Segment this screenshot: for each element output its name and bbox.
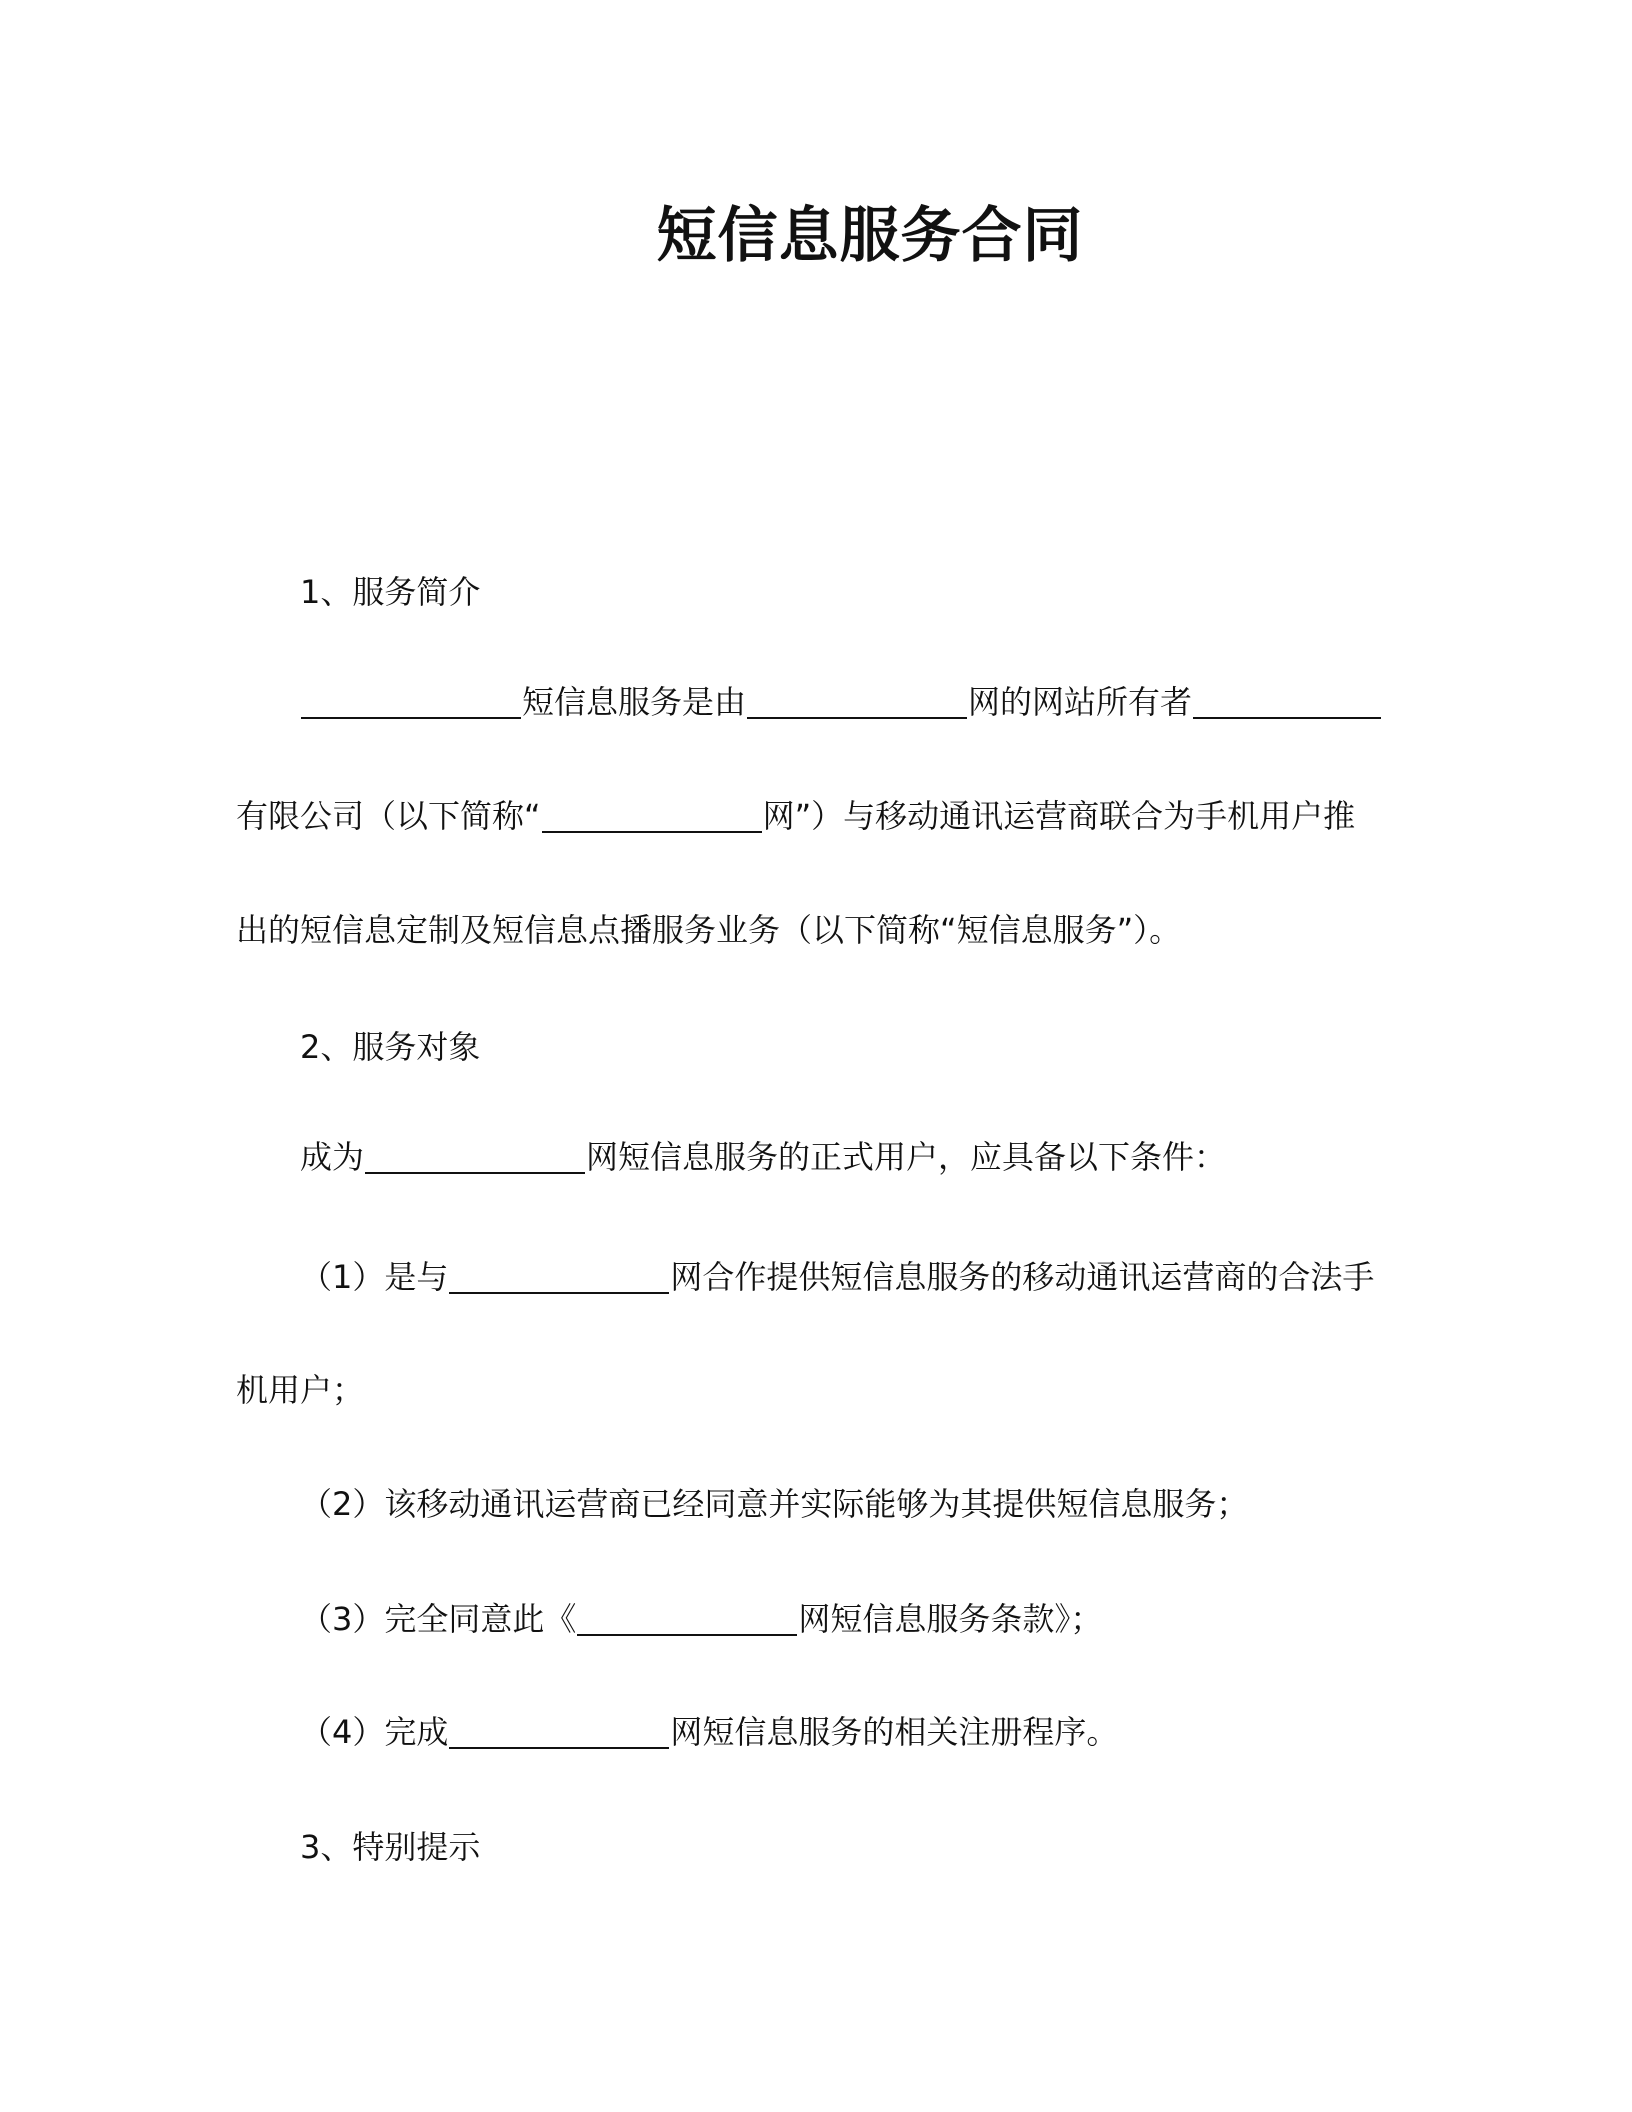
heading-text: 3、特别提示 — [300, 1828, 481, 1866]
text-segment: 网”）与移动通讯运营商联合为手机用户推 — [762, 797, 1356, 835]
text-segment: 网合作提供短信息服务的移动通讯运营商的合法手 — [670, 1258, 1375, 1296]
text-segment: （3）完全同意此《 — [300, 1600, 577, 1638]
text-segment: （2）该移动通讯运营商已经同意并实际能够为其提供短信息服务； — [300, 1485, 1249, 1523]
text-segment: （1）是与 — [300, 1258, 449, 1296]
section-3-heading — [300, 1825, 480, 1869]
fill-blank[interactable] — [577, 1600, 797, 1636]
paragraph-line — [300, 680, 1382, 724]
fill-blank[interactable] — [449, 1258, 669, 1294]
fill-blank[interactable] — [301, 683, 521, 719]
text-segment: （4）完成 — [300, 1713, 449, 1751]
paragraph-line — [236, 794, 1355, 838]
fill-blank[interactable] — [747, 683, 967, 719]
text-segment: 网短信息服务条款》； — [798, 1600, 1103, 1638]
paragraph-line — [300, 1135, 1226, 1179]
fill-blank[interactable] — [365, 1138, 585, 1174]
heading-text: 1、服务简介 — [300, 573, 481, 611]
condition-item — [300, 1597, 1102, 1641]
fill-blank[interactable] — [449, 1713, 669, 1749]
text-segment: 短信息服务是由 — [522, 683, 747, 721]
fill-blank[interactable] — [1193, 683, 1381, 719]
fill-blank[interactable] — [542, 797, 762, 833]
condition-item — [300, 1482, 1248, 1526]
text-segment: 出的短信息定制及短信息点播服务业务（以下简称“短信息服务”）。 — [236, 911, 1182, 949]
condition-item — [300, 1710, 1118, 1754]
paragraph-line — [236, 908, 1181, 952]
condition-item-continued — [236, 1368, 364, 1412]
heading-text: 2、服务对象 — [300, 1028, 481, 1066]
text-segment: 网短信息服务的相关注册程序。 — [670, 1713, 1119, 1751]
text-segment: 成为 — [300, 1138, 365, 1176]
section-2-heading — [300, 1025, 480, 1069]
text-segment: 机用户； — [236, 1371, 365, 1409]
text-segment: 网短信息服务的正式用户，应具备以下条件： — [586, 1138, 1227, 1176]
text-segment: 有限公司（以下简称“ — [236, 797, 541, 835]
section-1-heading — [300, 570, 480, 614]
text-segment: 网的网站所有者 — [968, 683, 1193, 721]
document-title: 短信息服务合同 — [656, 201, 1084, 271]
condition-item — [300, 1255, 1374, 1299]
